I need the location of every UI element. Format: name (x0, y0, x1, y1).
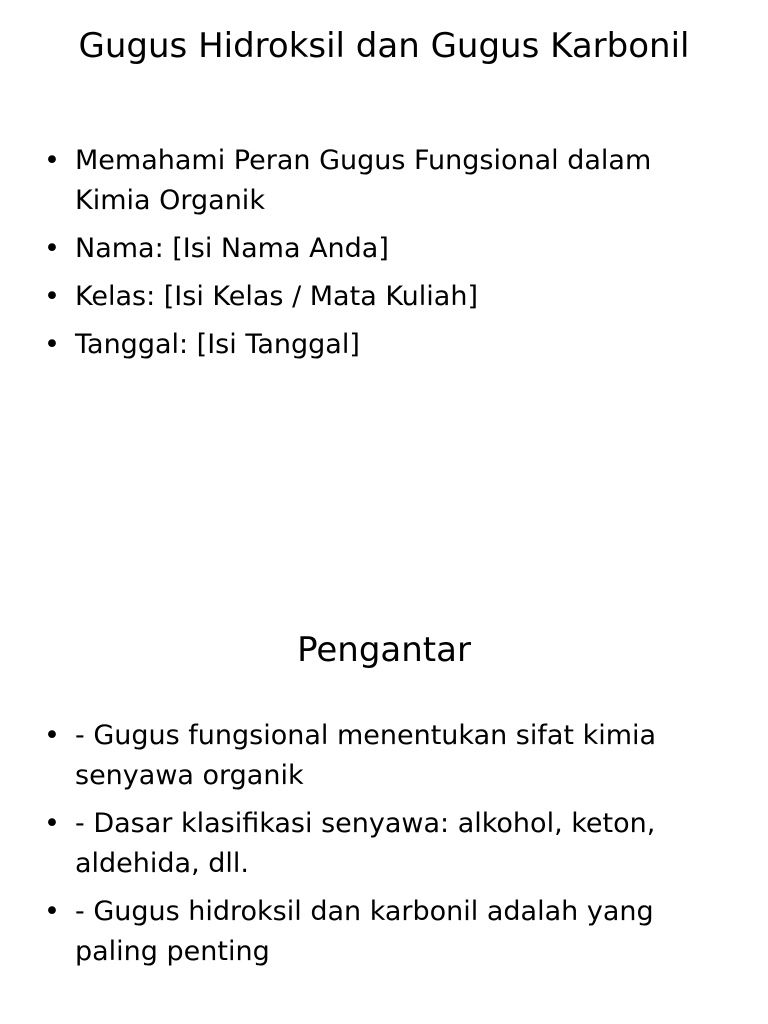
slide-title: Pengantar (297, 630, 471, 670)
bullet-list (40, 141, 700, 373)
bullet-item (40, 804, 700, 884)
bullet-text: Memahami Peran Gugus Fungsional dalam Kimia Organik (75, 145, 652, 216)
bullet-text: - Gugus hidroksil dan karbonil adalah yang paling penting (75, 896, 654, 967)
bullet-item-class (40, 277, 700, 317)
bullet-item (40, 716, 700, 796)
bullet-text: - Dasar klasifikasi senyawa: alkohol, keton, aldehida, dll. (75, 808, 656, 879)
slide-2 (0, 512, 768, 1024)
bullet-list (40, 716, 700, 980)
slide-title: Gugus Hidroksil dan Gugus Karbonil (78, 26, 690, 66)
bullet-icon: • (44, 808, 60, 839)
bullet-text: Nama: [Isi Nama Anda] (75, 233, 389, 264)
bullet-icon: • (44, 145, 60, 176)
bullet-icon: • (44, 233, 60, 264)
bullet-item-date (40, 325, 700, 365)
bullet-text: Kelas: [Isi Kelas / Mata Kuliah] (75, 281, 478, 312)
bullet-icon: • (44, 896, 60, 927)
bullet-item-subtitle (40, 141, 700, 221)
bullet-text: - Gugus fungsional menentukan sifat kimia senyawa organik (75, 720, 657, 791)
bullet-icon: • (44, 281, 60, 312)
bullet-text: Tanggal: [Isi Tanggal] (75, 329, 360, 360)
bullet-icon: • (44, 720, 60, 751)
bullet-item (40, 892, 700, 972)
bullet-item-name (40, 229, 700, 269)
bullet-icon: • (44, 329, 60, 360)
